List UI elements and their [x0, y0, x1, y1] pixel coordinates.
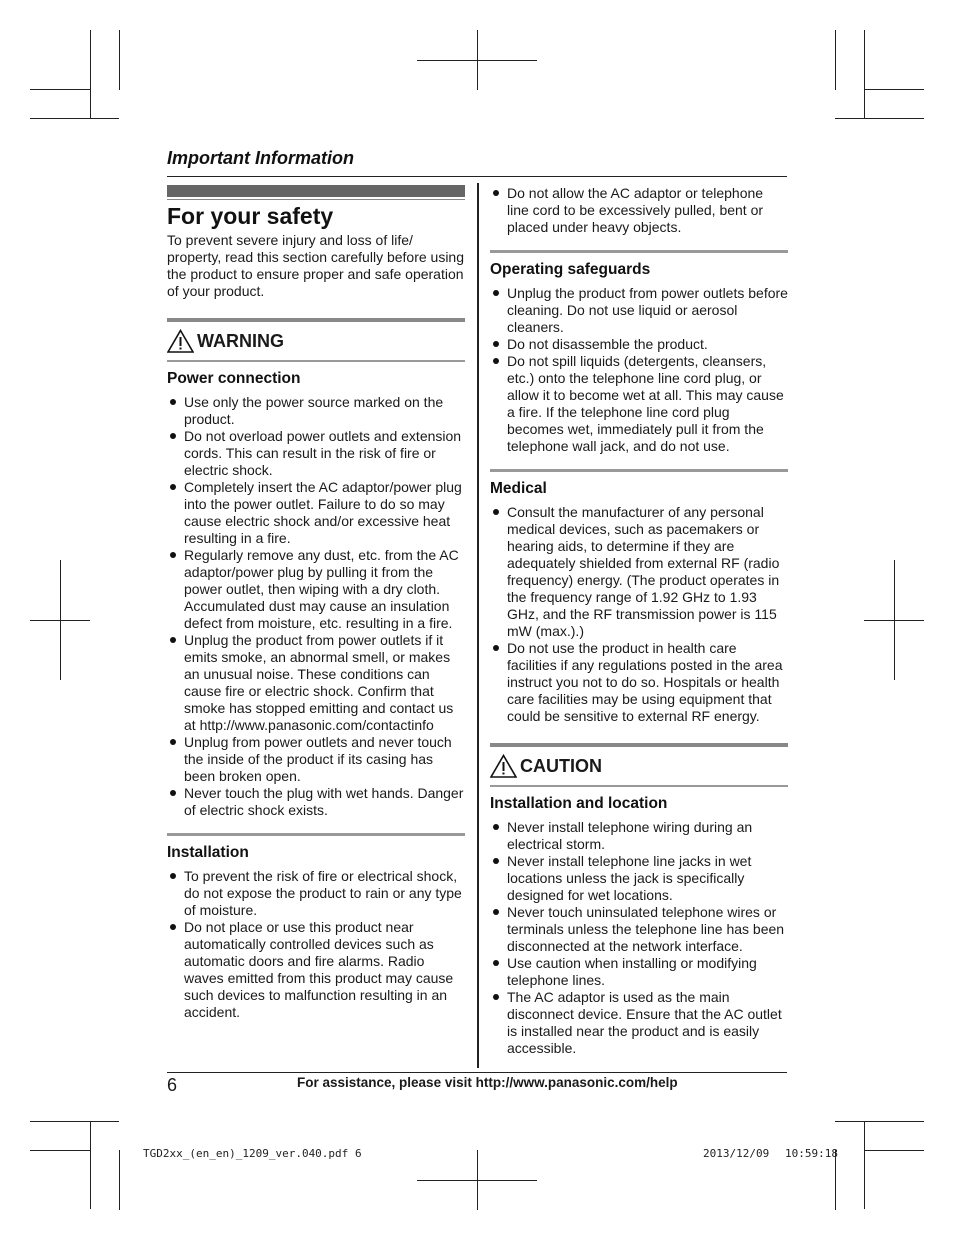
- list-item: Use only the power source marked on the product.: [167, 394, 465, 428]
- slug-time: 10:59:18: [785, 1147, 838, 1160]
- slug-filename: TGD2xx_(en_en)_1209_ver.040.pdf: [143, 1147, 349, 1160]
- installation-location-list: [490, 819, 788, 1057]
- section-header: Important Information: [167, 148, 354, 168]
- list-item: Do not disassemble the product.: [490, 336, 788, 353]
- intro-text: To prevent severe injury and loss of life/ property, read this section carefully before using the product to ensure proper and safe operation of your product.: [167, 232, 465, 299]
- slug-page: 6: [355, 1147, 362, 1160]
- page-number: 6: [167, 1075, 178, 1095]
- list-item: Do not allow the AC adaptor or telephone line cord to be excessively pulled, bent or placed under heavy objects.: [490, 185, 788, 236]
- list-item: Never touch uninsulated telephone wires or terminals unless the telephone line has been disconnected at the network interface.: [490, 904, 788, 955]
- assistance-text: For assistance, please visit http://www.panasonic.com/help: [297, 1075, 678, 1090]
- header-rule: [167, 176, 787, 177]
- section-separator: [490, 469, 788, 472]
- list-item: Do not overload power outlets and extension cords. This can result in the risk of fire or electric shock.: [167, 428, 465, 479]
- list-item: Use caution when installing or modifying telephone lines.: [490, 955, 788, 989]
- caution-triangle-icon: [490, 754, 517, 778]
- caution-heading: [490, 747, 788, 787]
- medical-heading: Medical: [490, 480, 547, 497]
- power-connection-list: [167, 394, 465, 819]
- footer-rule: [167, 1072, 787, 1073]
- caution-label: CAUTION: [520, 755, 602, 776]
- list-item: Do not place or use this product near automatically controlled devices such as automatic doors and fire alarms. Radio waves emitted from this product may cause such devices to malfunction resulting in an accident.: [167, 919, 465, 1021]
- list-item: Completely insert the AC adaptor/power plug into the power outlet. Failure to do so may cause electric shock and/or excessive heat resulting in a fire.: [167, 479, 465, 547]
- list-item: Never install telephone wiring during an electrical storm.: [490, 819, 788, 853]
- list-item: To prevent the risk of fire or electrical shock, do not expose the product to rain or any type of moisture.: [167, 868, 465, 919]
- power-connection-heading: Power connection: [167, 370, 301, 387]
- operating-safeguards-heading: Operating safeguards: [490, 261, 651, 278]
- section-separator: [167, 833, 465, 836]
- list-item: Consult the manufacturer of any personal medical devices, such as pacemakers or hearing aids, to determine if they are adequately shielded from external RF (radio frequency) energy. (The product operates in the frequency range of 1.92 GHz to 1.93 GHz, and the RF transmission power is 115 mW (max.).): [490, 504, 788, 640]
- installation-continued-list: [490, 185, 788, 236]
- warning-triangle-icon: [167, 329, 194, 353]
- installation-location-heading: Installation and location: [490, 795, 668, 812]
- list-item: Regularly remove any dust, etc. from the AC adaptor/power plug by pulling it from the power outlet, then wiping with a dry cloth. Accumulated dust may cause an insulation defect from moisture, etc. resulting in a fire.: [167, 547, 465, 632]
- operating-safeguards-list: [490, 285, 788, 455]
- list-item: Unplug the product from power outlets if it emits smoke, an abnormal smell, or makes an unusual noise. These conditions can cause fire or electric shock. Confirm that smoke has stopped emitting and contact us at http://www.panasonic.com/contactinfo: [167, 632, 465, 734]
- list-item: Never install telephone line jacks in wet locations unless the jack is specifically designed for wet locations.: [490, 853, 788, 904]
- list-item: Do not use the product in health care facilities if any regulations posted in the area instruct you not to do so. Hospitals or health care facilities may be using equipment that could be sensitive to external RF energy.: [490, 640, 788, 725]
- medical-list: [490, 504, 788, 725]
- warning-label: WARNING: [197, 330, 284, 351]
- page-title: For your safety: [167, 203, 334, 229]
- left-column: [167, 185, 465, 1021]
- title-underline: [167, 199, 465, 200]
- slug-date: 2013/12/09: [703, 1147, 770, 1160]
- warning-heading: [167, 322, 465, 362]
- right-column: [490, 185, 788, 1057]
- column-divider: [477, 183, 479, 1068]
- list-item: The AC adaptor is used as the main disconnect device. Ensure that the AC outlet is installed near the product and is easily accessible.: [490, 989, 788, 1057]
- installation-heading: Installation: [167, 844, 249, 861]
- title-bar: [167, 185, 465, 197]
- list-item: Do not spill liquids (detergents, cleansers, etc.) onto the telephone line cord plug, or allow it to become wet at all. This may cause a fire. If the telephone line cord plug becomes wet, immediately pull it from the telephone wall jack, and do not use.: [490, 353, 788, 455]
- list-item: Unplug from power outlets and never touch the inside of the product if its casing has been broken open.: [167, 734, 465, 785]
- list-item: Unplug the product from power outlets before cleaning. Do not use liquid or aerosol cleaners.: [490, 285, 788, 336]
- installation-list: [167, 868, 465, 1021]
- section-separator: [490, 250, 788, 253]
- list-item: Never touch the plug with wet hands. Danger of electric shock exists.: [167, 785, 465, 819]
